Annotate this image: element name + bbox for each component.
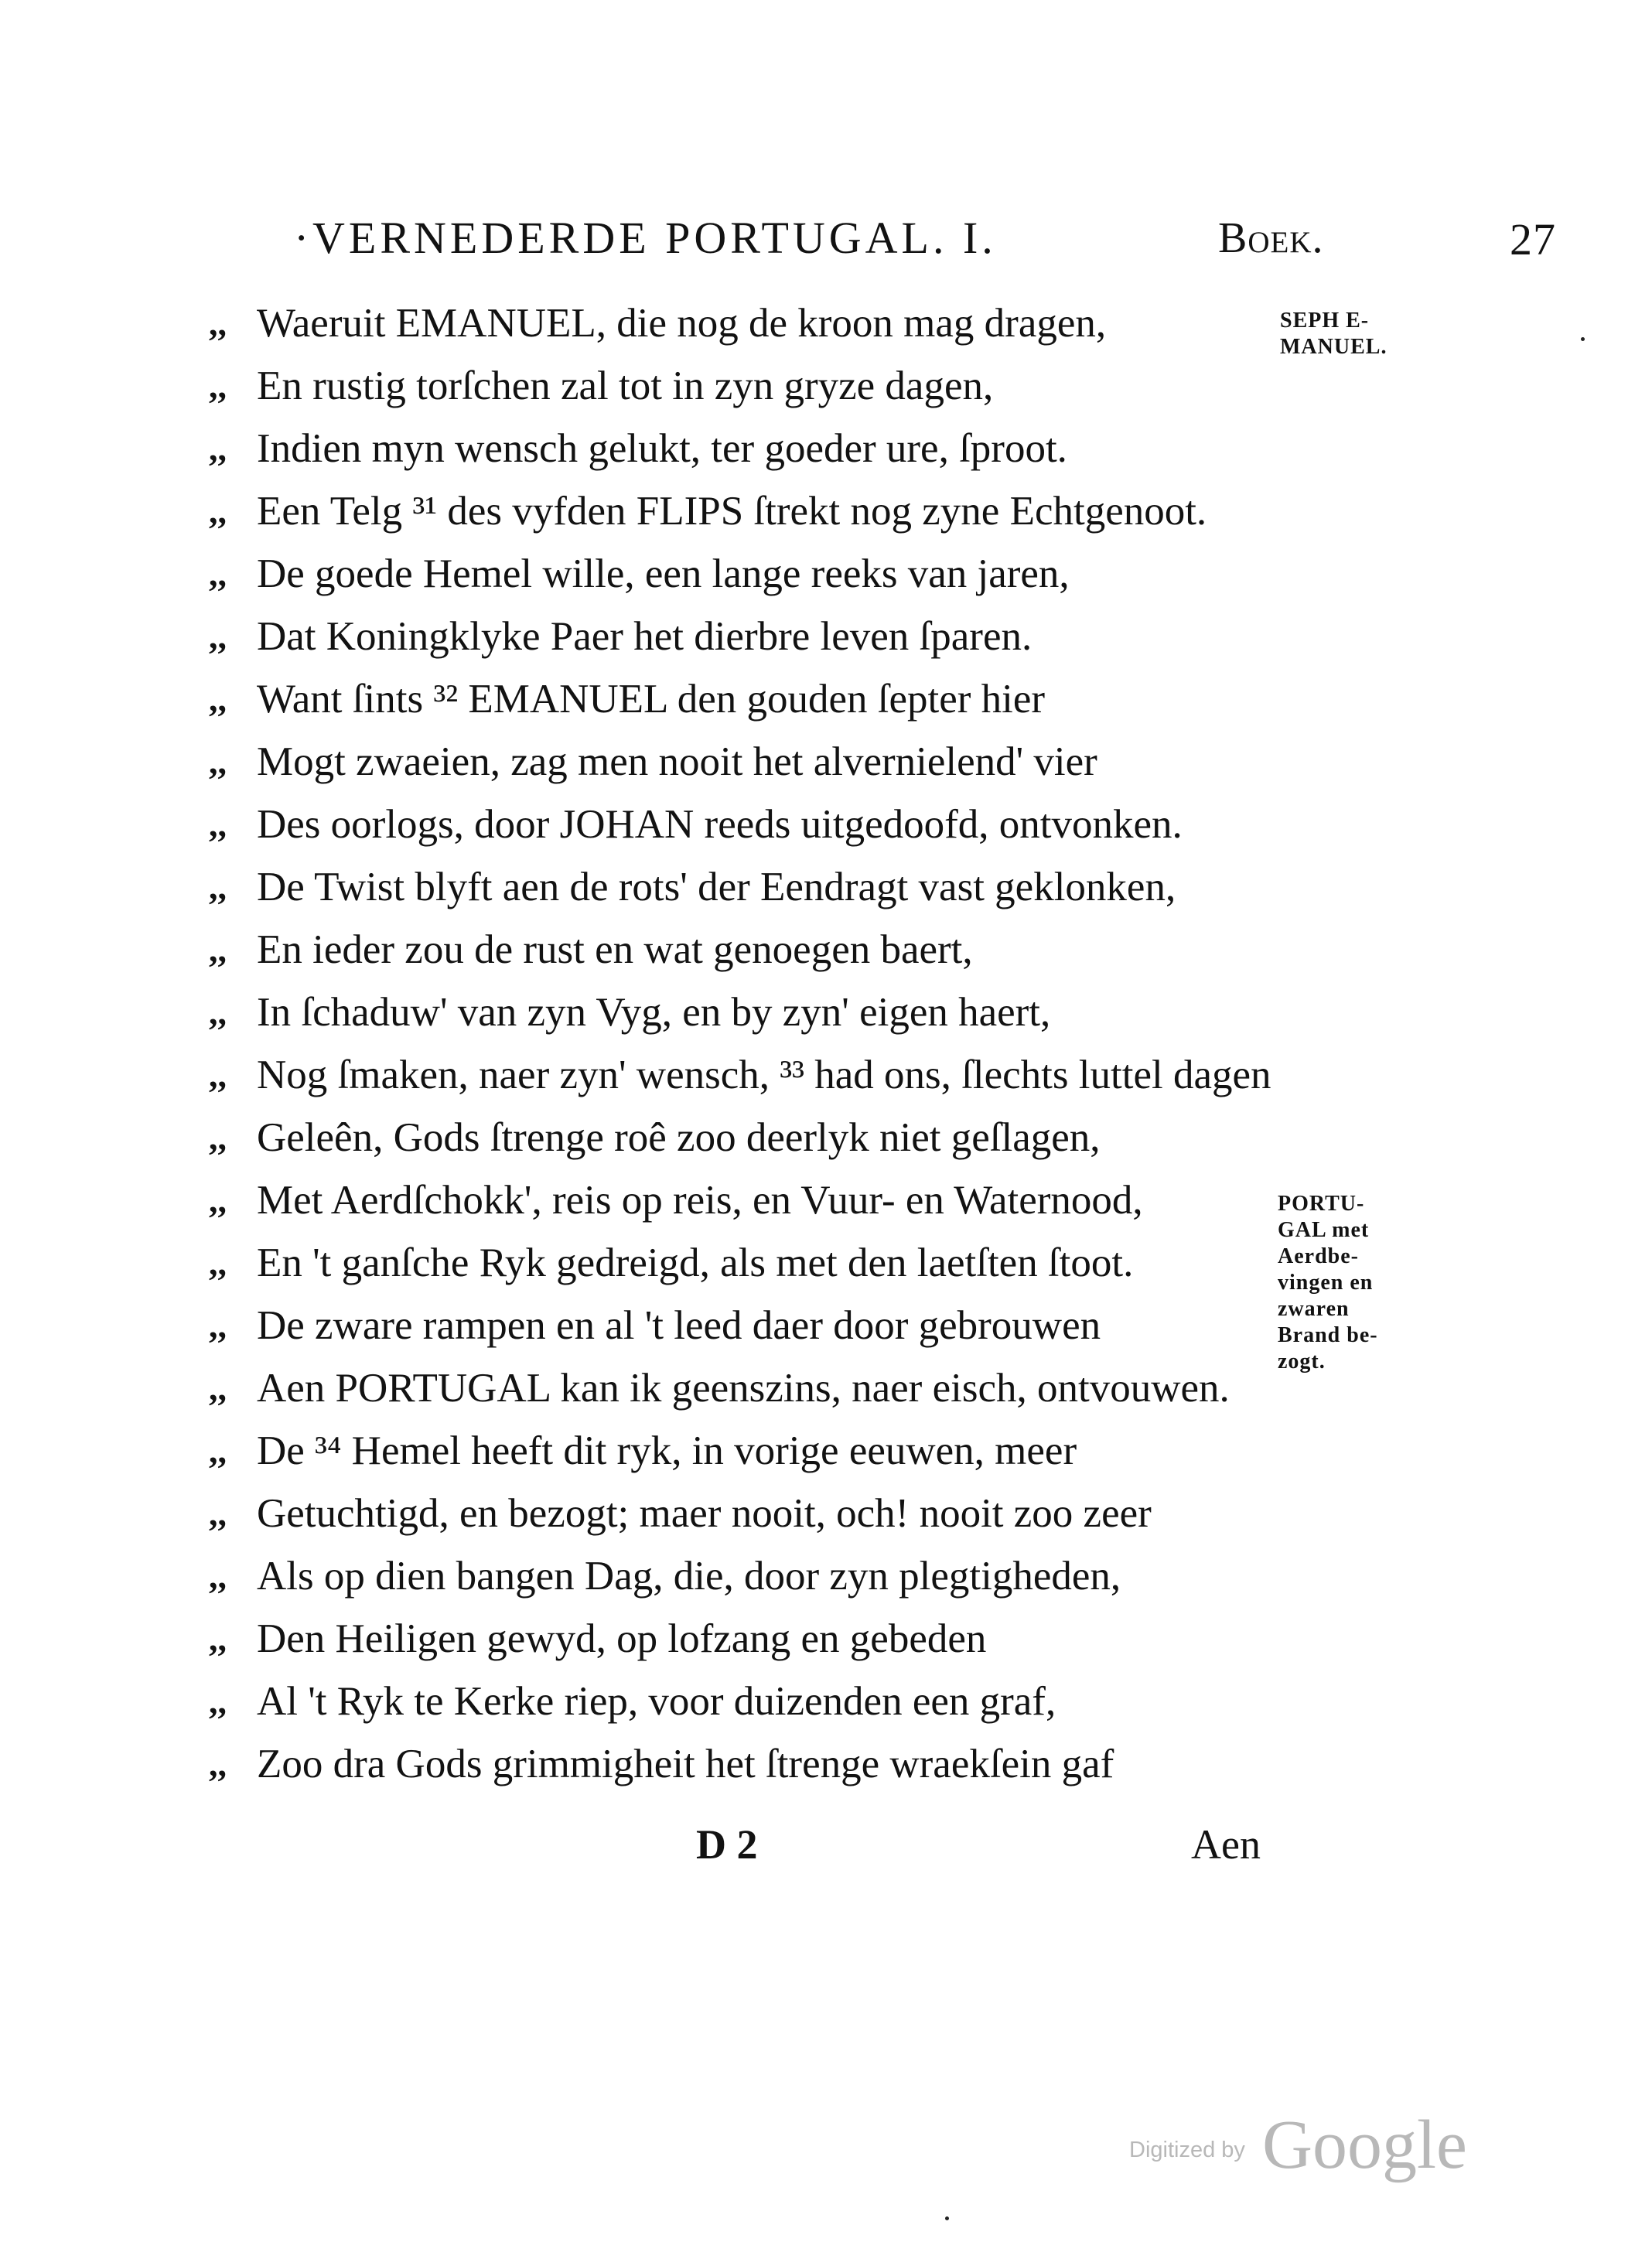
verse-text: Getuchtigd, en bezogt; maer nooit, och! nooit zoo zeer (257, 1491, 1152, 1536)
header-dot: · (294, 213, 313, 263)
quote-mark: ,, (209, 992, 227, 1032)
verse-text: Nog ſmaken, naer zyn' wensch, ³³ had ons, ſlechts luttel dagen (257, 1053, 1271, 1097)
verse-text: Indien myn wensch gelukt, ter goeder ure, ſproot. (257, 426, 1067, 471)
margin-note-line: Aerdbe- (1278, 1244, 1359, 1268)
margin-note-line: GAL met (1278, 1218, 1370, 1242)
quote-mark: ,, (209, 554, 227, 593)
quote-mark: ,, (209, 366, 227, 405)
quote-mark: ,, (209, 742, 227, 781)
quote-mark: ,, (209, 930, 227, 969)
verse-text: Want ſints ³² EMANUEL den gouden ſepter hier (257, 677, 1046, 722)
verse-text: Als op dien bangen Dag, die, door zyn plegtigheden, (257, 1554, 1121, 1599)
verse-text: Waeruit EMANUEL, die nog de kroon mag dragen, (257, 301, 1107, 346)
signature-mark: D 2 (696, 1821, 758, 1868)
watermark-prefix: Digitized by (1129, 2138, 1245, 2162)
quote-mark: ,, (209, 1180, 227, 1220)
page-number: 27 (1510, 214, 1556, 264)
margin-note-line: SEPH E- (1280, 309, 1370, 333)
margin-note-line: Brand be- (1278, 1323, 1378, 1347)
verse-text: En ieder zou de rust en wat genoegen baert, (257, 927, 973, 972)
digitized-watermark (1129, 2105, 1469, 2190)
quote-mark: ,, (209, 804, 227, 844)
quote-mark: ,, (209, 1681, 227, 1721)
quote-mark: ,, (209, 1243, 227, 1282)
quote-mark: ,, (209, 1619, 227, 1658)
quote-mark: ,, (209, 1055, 227, 1094)
verse-text: Zoo dra Gods grimmigheit het ſtrenge wraekſein gaf (257, 1742, 1114, 1786)
verse-text: Mogt zwaeien, zag men nooit het alvernielend' vier (257, 739, 1097, 784)
quote-mark: ,, (209, 1305, 227, 1345)
margin-note-portugal (1278, 1191, 1378, 1375)
header-book: Boek. (1218, 214, 1324, 262)
verse-text: Een Telg ³¹ des vyfden FLIPS ſtrekt nog zyne Echtgenoot. (257, 489, 1207, 534)
verse-text: De Twist blyft aen de rots' der Eendragt vast geklonken, (257, 865, 1176, 909)
quote-mark: ,, (209, 1368, 227, 1408)
header-title: VERNEDERDE PORTUGAL. I. (312, 213, 997, 263)
watermark-brand: Google (1262, 2107, 1467, 2183)
margin-note-line: zogt. (1278, 1350, 1326, 1373)
quote-mark: ,, (209, 867, 227, 906)
verse-text: En 't ganſche Ryk gedreigd, als met den laetſten ſtoot. (257, 1240, 1134, 1285)
verse-text: Geleên, Gods ſtrenge roê zoo deerlyk niet geſlagen, (257, 1115, 1101, 1160)
quote-mark: ,, (209, 1118, 227, 1157)
quote-mark: ,, (209, 1744, 227, 1783)
ink-speck (1581, 337, 1585, 341)
verse-text: Aen PORTUGAL kan ik geenszins, naer eisch, ontvouwen. (257, 1366, 1230, 1411)
verse-text: Al 't Ryk te Kerke riep, voor duizenden een graf, (257, 1679, 1056, 1724)
quote-mark: ,, (209, 1493, 227, 1533)
quote-mark: ,, (209, 303, 227, 343)
verse-text: Dat Koningklyke Paer het dierbre leven ſparen. (257, 614, 1032, 659)
verse-text: De zware rampen en al 't leed daer door gebrouwen (257, 1303, 1101, 1348)
verse-text: Den Heiligen gewyd, op lofzang en gebeden (257, 1616, 987, 1661)
verse-text: Des oorlogs, door JOHAN reeds uitgedoofd, ontvonken. (257, 802, 1183, 847)
verse-text: En rustig torſchen zal tot in zyn gryze dagen, (257, 363, 994, 408)
verse-text: Met Aerdſchokk', reis op reis, en Vuur- en Waternood, (257, 1178, 1143, 1223)
quote-mark: ,, (209, 428, 227, 468)
ink-speck (945, 2216, 949, 2220)
quote-mark: ,, (209, 1556, 227, 1595)
quote-mark: ,, (209, 491, 227, 531)
margin-note-line: PORTU- (1278, 1192, 1365, 1216)
margin-note-line: MANUEL. (1280, 335, 1387, 359)
verse-text: In ſchaduw' van zyn Vyg, en by zyn' eigen haert, (257, 990, 1051, 1035)
catchword: Aen (1191, 1821, 1261, 1868)
running-head (294, 207, 1556, 269)
quote-mark: ,, (209, 616, 227, 656)
margin-note-emanuel (1280, 308, 1387, 360)
quote-mark: ,, (209, 679, 227, 718)
margin-note-line: vingen en (1278, 1271, 1374, 1295)
verse-text: De ³⁴ Hemel heeft dit ryk, in vorige eeuwen, meer (257, 1428, 1077, 1473)
verse-text: De goede Hemel wille, een lange reeks van jaren, (257, 551, 1070, 596)
quote-mark: ,, (209, 1431, 227, 1470)
margin-note-line: zwaren (1278, 1297, 1350, 1321)
